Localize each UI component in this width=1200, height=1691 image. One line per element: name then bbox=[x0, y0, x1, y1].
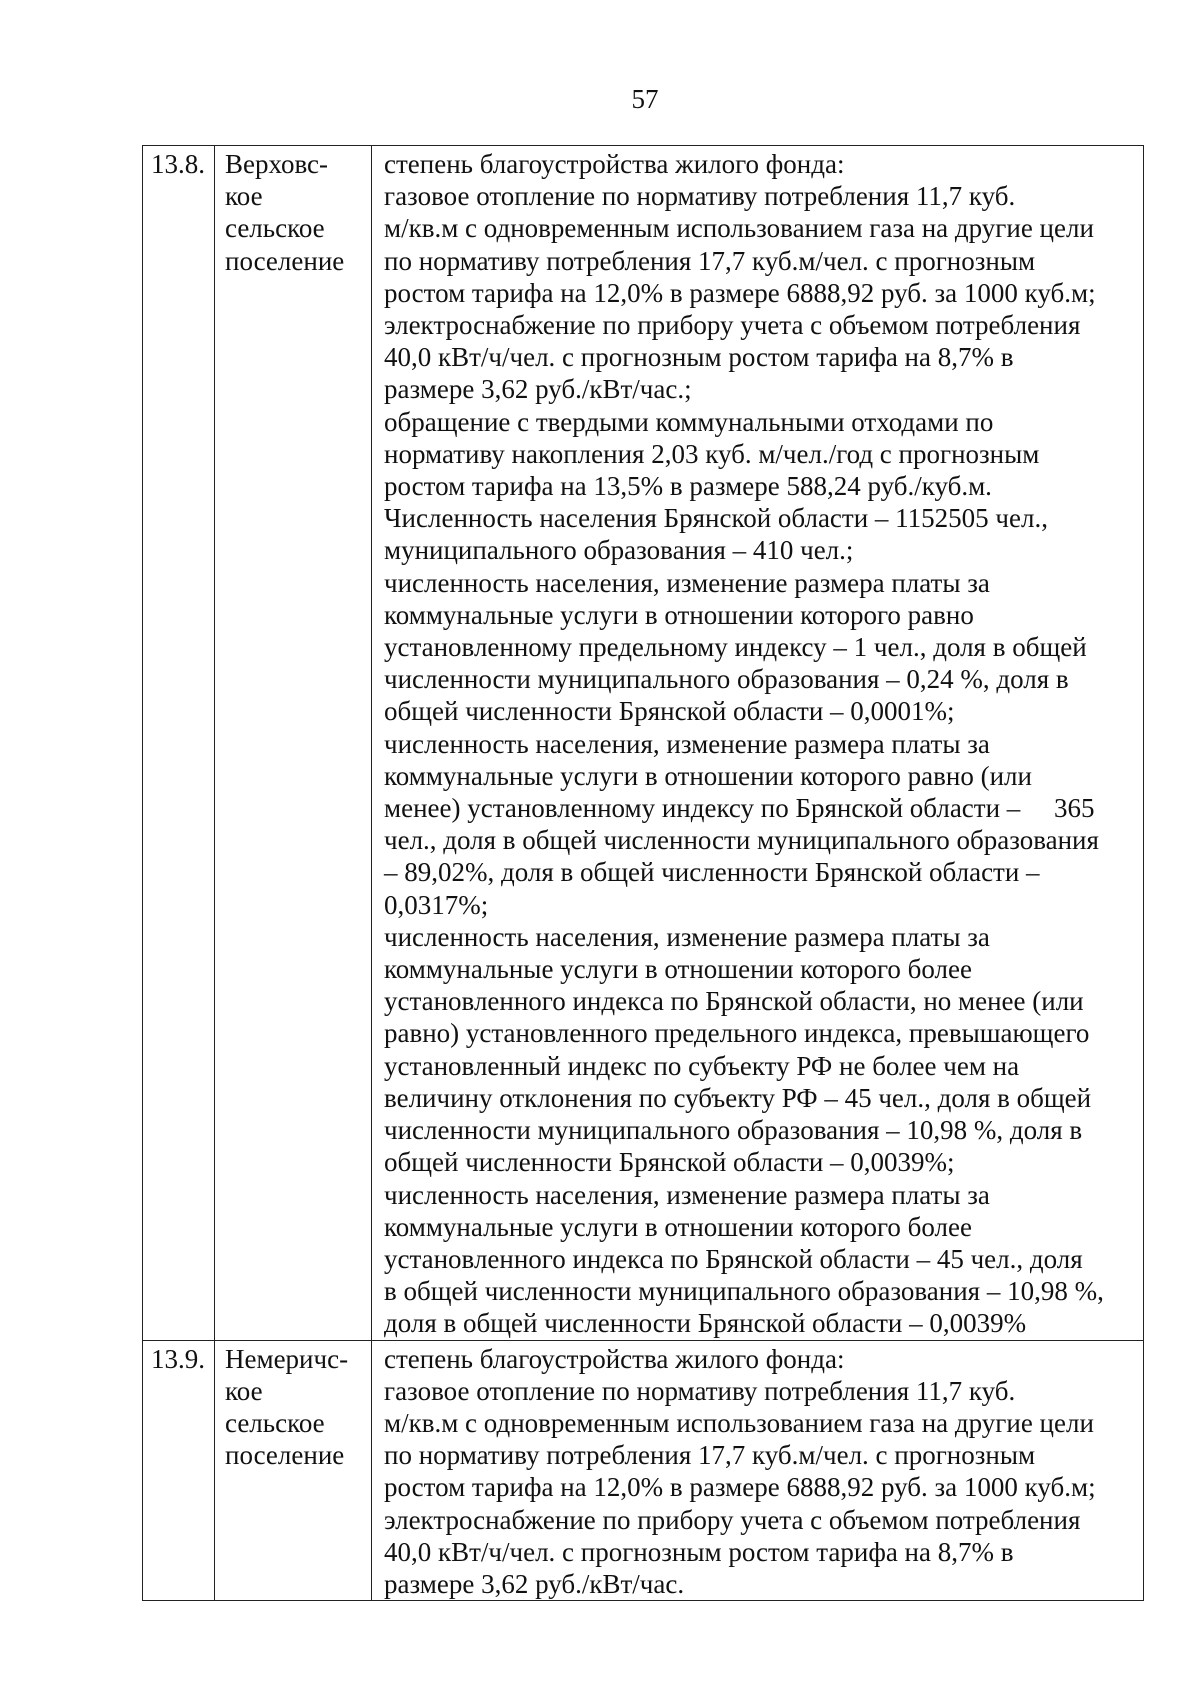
settlement-name-line: Немеричс- bbox=[225, 1343, 349, 1374]
description-line: ростом тарифа на 13,5% в размере 588,24 руб./куб.м. bbox=[384, 471, 992, 502]
description-line: коммунальные услуги в отношении которого равно (или bbox=[384, 760, 1032, 791]
description-line: степень благоустройства жилого фонда: bbox=[384, 149, 845, 179]
description-line: коммунальные услуги в отношении которого более bbox=[384, 1211, 972, 1242]
description-line: коммунальные услуги в отношении которого равно bbox=[384, 599, 974, 630]
description-line: установленного индекса по Брянской области – 45 чел., доля bbox=[384, 1243, 1083, 1274]
settlement-name-line: поселение bbox=[225, 1440, 345, 1471]
description-line: численность населения, изменение размера платы за bbox=[384, 1179, 990, 1210]
table-row-13-8 bbox=[143, 146, 1144, 1341]
description-line: размере 3,62 руб./кВт/час. bbox=[384, 1568, 685, 1599]
description-line: в общей численности муниципального образования – 10,98 %, bbox=[384, 1276, 1104, 1307]
description-line: общей численности Брянской области – 0,0001%; bbox=[384, 696, 955, 727]
description-line: численности муниципального образования – 0,24 %, доля в bbox=[384, 664, 1069, 695]
description-line: 40,0 кВт/ч/чел. с прогнозным ростом тарифа на 8,7% в bbox=[384, 342, 1014, 373]
description-line: муниципального образования – 410 чел.; bbox=[384, 535, 854, 566]
settlements-table bbox=[142, 145, 1144, 1601]
description-line: численность населения, изменение размера платы за bbox=[384, 921, 990, 952]
description-line: степень благоустройства жилого фонда: bbox=[384, 1343, 845, 1374]
description-line: ростом тарифа на 12,0% в размере 6888,92 руб. за 1000 куб.м; bbox=[384, 1472, 1096, 1503]
settlement-name-line: кое bbox=[225, 181, 263, 212]
settlement-name bbox=[215, 1340, 372, 1601]
page-number: 57 bbox=[631, 84, 659, 114]
settlement-name bbox=[215, 146, 372, 1341]
description-line: размере 3,62 руб./кВт/час.; bbox=[384, 374, 692, 405]
description-line: Численность населения Брянской области – 1152505 чел., bbox=[384, 503, 1048, 534]
description-line: обращение с твердыми коммунальными отходами по bbox=[384, 406, 994, 437]
description-line: нормативу накопления 2,03 куб. м/чел./год с прогнозным bbox=[384, 438, 1040, 469]
settlement-description bbox=[372, 1340, 1144, 1601]
settlement-name-line: сельское bbox=[225, 1407, 325, 1438]
description-line: равно) установленного предельного индекса, превышающего bbox=[384, 1018, 1090, 1049]
description-line: по нормативу потребления 17,7 куб.м/чел. с прогнозным bbox=[384, 1440, 1036, 1471]
description-line: коммунальные услуги в отношении которого более bbox=[384, 954, 972, 985]
description-line: установленного индекса по Брянской области, но менее (или bbox=[384, 986, 1084, 1017]
description-line: м/кв.м с одновременным использованием газа на другие цели bbox=[384, 213, 1094, 244]
settlement-name-line: сельское bbox=[225, 213, 325, 244]
description-line: электроснабжение по прибору учета с объемом потребления bbox=[384, 1504, 1081, 1535]
settlement-name-line: поселение bbox=[225, 245, 345, 276]
description-line: ростом тарифа на 12,0% в размере 6888,92 руб. за 1000 куб.м; bbox=[384, 277, 1096, 308]
description-line: 0,0317%; bbox=[384, 889, 489, 920]
description-line: газовое отопление по нормативу потребления 11,7 куб. bbox=[384, 181, 1016, 212]
description-line: по нормативу потребления 17,7 куб.м/чел. с прогнозным bbox=[384, 245, 1036, 276]
description-line: общей численности Брянской области – 0,0039%; bbox=[384, 1147, 955, 1178]
row-number: 13.8. bbox=[143, 146, 215, 1341]
description-line: м/кв.м с одновременным использованием газа на другие цели bbox=[384, 1407, 1094, 1438]
description-line: менее) установленному индексу по Брянской области – 365 bbox=[384, 793, 1095, 824]
settlement-name-line: Верховс- bbox=[225, 149, 329, 179]
row-number: 13.9. bbox=[143, 1340, 215, 1601]
description-line: 40,0 кВт/ч/чел. с прогнозным ростом тарифа на 8,7% в bbox=[384, 1536, 1014, 1567]
settlement-description bbox=[372, 146, 1144, 1341]
table-row-13-9 bbox=[143, 1340, 1144, 1601]
description-line: численность населения, изменение размера платы за bbox=[384, 728, 990, 759]
description-line: электроснабжение по прибору учета с объемом потребления bbox=[384, 310, 1081, 341]
description-line: величину отклонения по субъекту РФ – 45 чел., доля в общей bbox=[384, 1082, 1092, 1113]
description-line: газовое отопление по нормативу потребления 11,7 куб. bbox=[384, 1375, 1016, 1406]
settlement-name-line: кое bbox=[225, 1375, 263, 1406]
description-line: установленному предельному индексу – 1 чел., доля в общей bbox=[384, 632, 1087, 663]
description-line: численность населения, изменение размера платы за bbox=[384, 567, 990, 598]
description-line: чел., доля в общей численности муниципального образования bbox=[384, 825, 1099, 856]
description-line: численности муниципального образования – 10,98 %, доля в bbox=[384, 1115, 1083, 1146]
description-line: установленный индекс по субъекту РФ не более чем на bbox=[384, 1050, 1020, 1081]
description-line: доля в общей численности Брянской области – 0,0039% bbox=[384, 1308, 1027, 1339]
description-line: – 89,02%, доля в общей численности Брянской области – bbox=[384, 857, 1040, 888]
